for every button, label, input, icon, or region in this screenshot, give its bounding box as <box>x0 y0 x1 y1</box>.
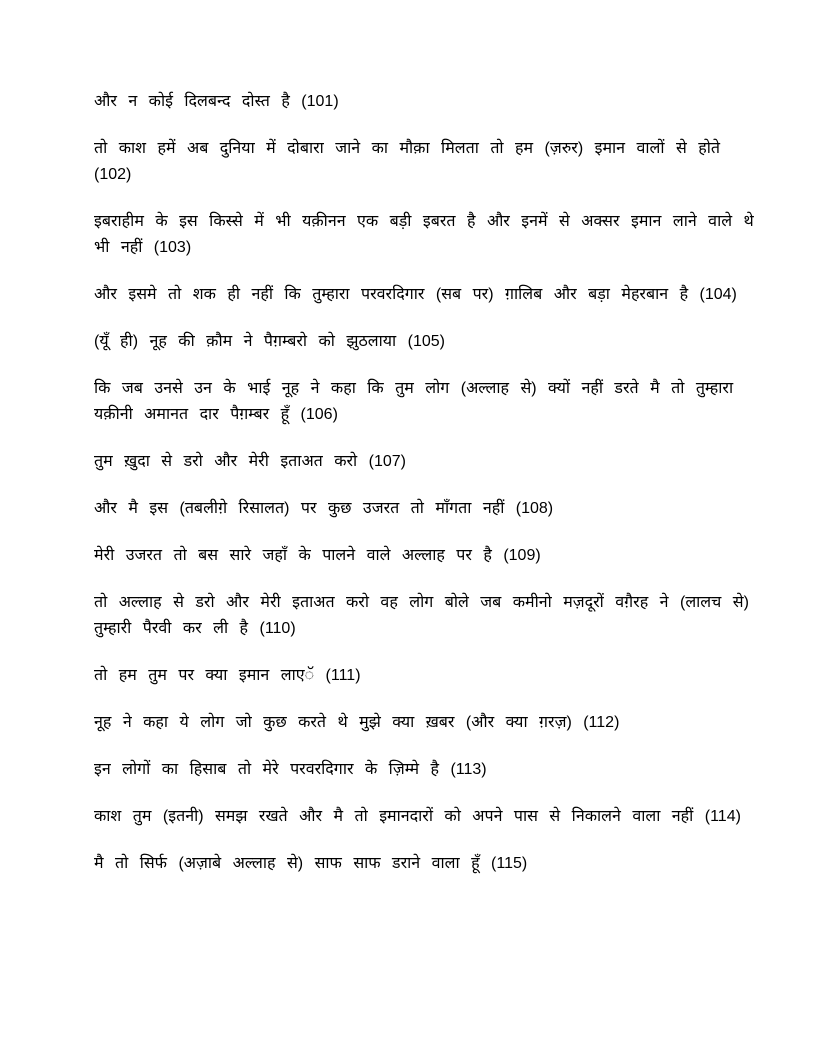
verse-line: मेरी उजरत तो बस सारे जहाँ के पालने वाले अल्लाह पर है (109) <box>94 547 541 564</box>
verse-107 <box>94 449 726 475</box>
verse-105 <box>94 329 726 355</box>
verse-line: यक़ीनी अमानत दार पैग़म्बर हूँ (106) <box>94 406 338 423</box>
verse-114 <box>94 804 741 830</box>
verse-line: तो काश हमें अब दुनिया में दोबारा जाने का मौक़ा मिलता तो हम (ज़रुर) इमान वालों से होते <box>94 140 721 157</box>
verse-line: और न कोई दिलबन्द दोस्त है (101) <box>94 93 339 110</box>
verse-102 <box>94 136 726 188</box>
verse-line: (यूँ ही) नूह की क़ौम ने पैग़म्बरो को झुठलाया (105) <box>94 333 445 350</box>
verse-104 <box>94 282 737 308</box>
verse-line: कि जब उनसे उन के भाई नूह ने कहा कि तुम लोग (अल्लाह से) क्यों नहीं डरते मै तो तुम्हारा <box>94 380 734 397</box>
verse-line: काश तुम (इतनी) समझ रखते और मै तो इमानदारों को अपने पास से निकालने वाला नहीं (114) <box>94 808 741 825</box>
verse-line: नूह ने कहा ये लोग जो कुछ करते थे मुझे क्या ख़बर (और क्या ग़रज़) (112) <box>94 714 620 731</box>
verse-line: तुम्हारी पैरवी कर ली है (110) <box>94 620 296 637</box>
verse-110 <box>94 590 749 642</box>
verse-line: तुम ख़ुदा से डरो और मेरी इताअत करो (107) <box>94 453 407 470</box>
verse-line: तो अल्लाह से डरो और मेरी इताअत करो वह लोग बोले जब कमीनो मज़दूरों वग़ैरह ने (लालच से) <box>94 594 749 611</box>
verse-115 <box>94 851 726 877</box>
verse-line: मै तो सिर्फ (अज़ाबे अल्लाह से) साफ साफ डराने वाला हूँ (115) <box>94 855 528 872</box>
verse-line: इबराहीम के इस किस्से में भी यक़ीनन एक बड़ी इबरत है और इनमें से अक्सर इमान लाने वाले थे <box>94 213 754 230</box>
verse-line: और इसमे तो शक ही नहीं कि तुम्हारा परवरदिगार (सब पर) ग़ालिब और बड़ा मेहरबान है (104) <box>94 286 737 303</box>
verse-109 <box>94 543 726 569</box>
verse-111 <box>94 663 726 689</box>
verse-101 <box>94 89 726 115</box>
verse-line: (102) <box>94 166 132 183</box>
verse-line: इन लोगों का हिसाब तो मेरे परवरदिगार के ज़िम्मे है (113) <box>94 761 487 778</box>
verse-line: तो हम तुम पर क्या इमान लाएॅ (111) <box>94 667 361 684</box>
verse-106 <box>94 376 734 428</box>
verse-113 <box>94 757 726 783</box>
verse-103 <box>94 209 754 261</box>
verse-112 <box>94 710 726 736</box>
verse-line: और मै इस (तबलीग़े रिसालत) पर कुछ उजरत तो माँगता नहीं (108) <box>94 500 554 517</box>
verse-line: भी नहीं (103) <box>94 239 192 256</box>
verse-108 <box>94 496 726 522</box>
